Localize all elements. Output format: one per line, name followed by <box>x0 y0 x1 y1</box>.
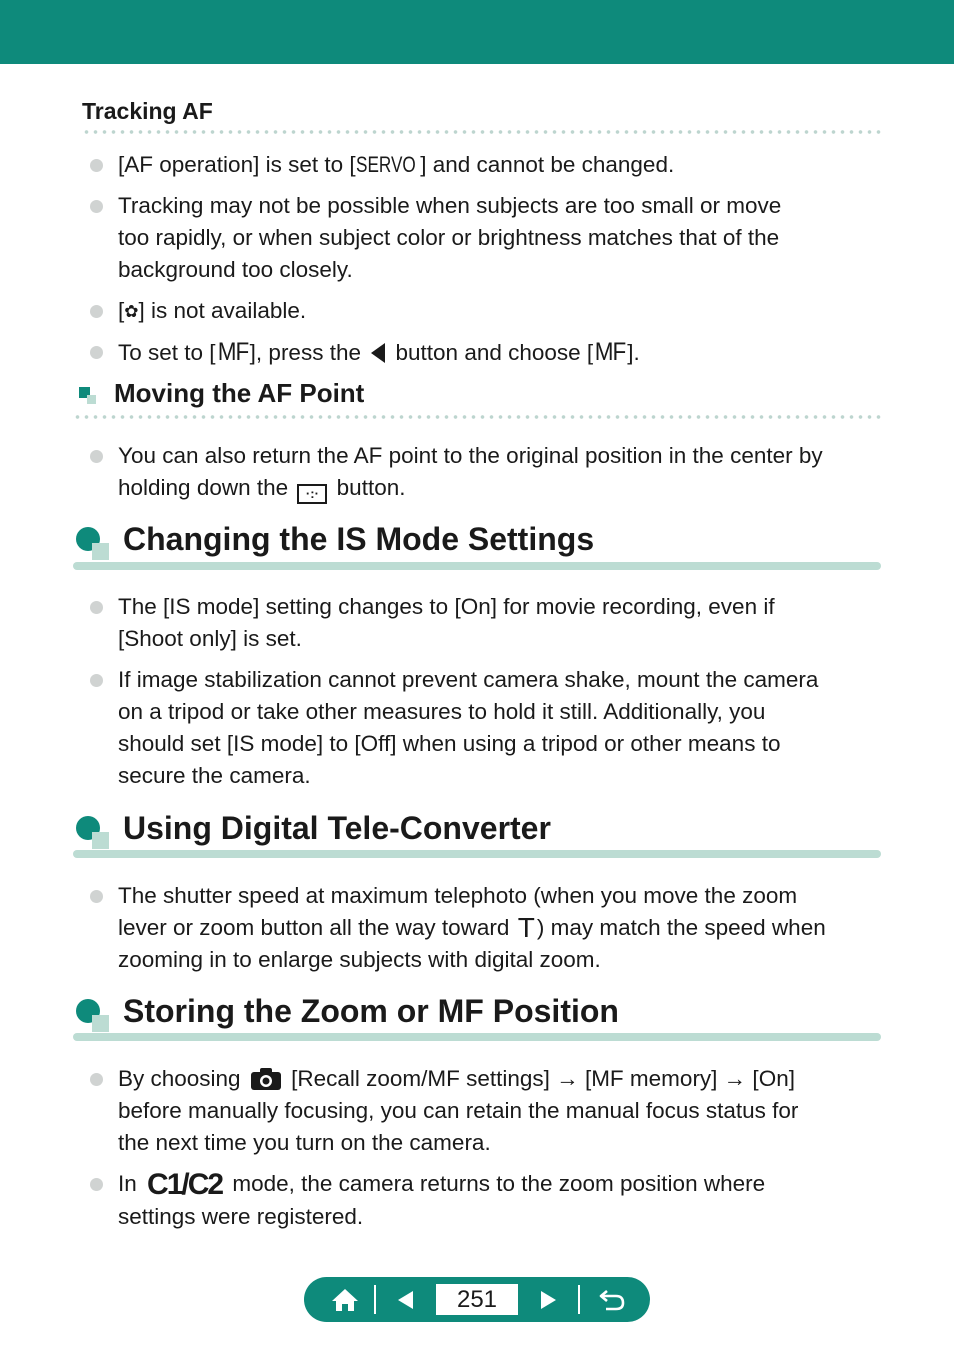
c1-c2-mode-icon: C1/C2 <box>147 1168 223 1201</box>
menu-button-icon: ·:· <box>297 484 327 504</box>
return-icon <box>598 1288 626 1312</box>
bullet-icon <box>90 305 103 318</box>
page-number[interactable]: 251 <box>436 1284 518 1315</box>
bullet-icon <box>90 1073 103 1086</box>
list-item: [AF operation] is set to [SERVO ] and cannot be changed. <box>118 149 878 181</box>
section-rule <box>73 562 881 570</box>
bullet-icon <box>90 450 103 463</box>
list-item: Tracking may not be possible when subjects are too small or move too rapidly, or when subject color or brightness matches that of the background too closely. <box>118 193 782 282</box>
list-item: If image stabilization cannot prevent camera shake, mount the camera on a tripod or take other measures to hold it still. Additionally, you should set [IS mode] to [Off] when using a tripod or other means to secure the camera. <box>118 667 819 788</box>
bullet-icon <box>90 346 103 359</box>
list-item: You can also return the AF point to the original position in the center by holding down the ·:· button. <box>118 440 878 504</box>
section-circle-icon <box>76 527 110 561</box>
list-item: By choosing [Recall zoom/MF settings] → [MF memory] → [On] before manually focusing, you can retain the manual focus status for the next time you turn on the camera. <box>118 1066 799 1155</box>
bullet-icon <box>90 1178 103 1191</box>
is-mode-title: Changing the IS Mode Settings <box>123 521 595 557</box>
left-arrow-icon <box>371 343 385 363</box>
list-item: [✿] is not available. <box>118 295 878 328</box>
bullet-icon <box>90 674 103 687</box>
list-item: In C1/C2 mode, the camera returns to the zoom position where settings were registered. <box>118 1168 766 1229</box>
tele-converter-title: Using Digital Tele-Converter <box>123 810 551 846</box>
section-rule <box>73 850 881 858</box>
header-bar <box>0 0 954 64</box>
nav-separator <box>578 1285 580 1314</box>
bullet-icon <box>90 890 103 903</box>
section-circle-icon <box>76 999 110 1033</box>
section-circle-icon <box>76 816 110 850</box>
bullet-icon <box>90 200 103 213</box>
mf-icon: MF <box>217 338 248 366</box>
bullet-icon <box>90 601 103 614</box>
list-item: The [IS mode] setting changes to [On] for movie recording, even if [Shoot only] is set. <box>118 594 775 651</box>
dotted-divider <box>73 414 883 420</box>
nav-separator <box>374 1285 376 1314</box>
dotted-divider <box>82 129 882 135</box>
home-icon <box>331 1287 359 1313</box>
home-button[interactable] <box>318 1277 372 1322</box>
section-rule <box>73 1033 881 1041</box>
storing-zoom-title: Storing the Zoom or MF Position <box>123 993 619 1029</box>
list-item: The shutter speed at maximum telephoto (when you move the zoom lever or zoom button all the way toward T) may match the speed when zooming in to enlarge subjects with digital zoom. <box>118 883 826 972</box>
prev-page-button[interactable] <box>380 1277 432 1322</box>
tracking-af-title: Tracking AF <box>82 98 213 124</box>
telephoto-icon: T <box>517 912 535 943</box>
next-arrow-icon <box>538 1290 558 1310</box>
list-item: To set to [MF], press the button and choose [MF]. <box>118 338 640 366</box>
next-page-button[interactable] <box>522 1277 574 1322</box>
camera-icon <box>251 1068 281 1090</box>
return-button[interactable] <box>584 1277 640 1322</box>
mf-icon: MF <box>594 338 626 366</box>
bullet-icon <box>90 159 103 172</box>
servo-icon: SERVO <box>355 152 416 177</box>
prev-arrow-icon <box>396 1290 416 1310</box>
page-navigation <box>304 1277 650 1322</box>
macro-flower-icon: ✿ <box>124 302 139 321</box>
moving-af-point-title: Moving the AF Point <box>114 378 365 408</box>
